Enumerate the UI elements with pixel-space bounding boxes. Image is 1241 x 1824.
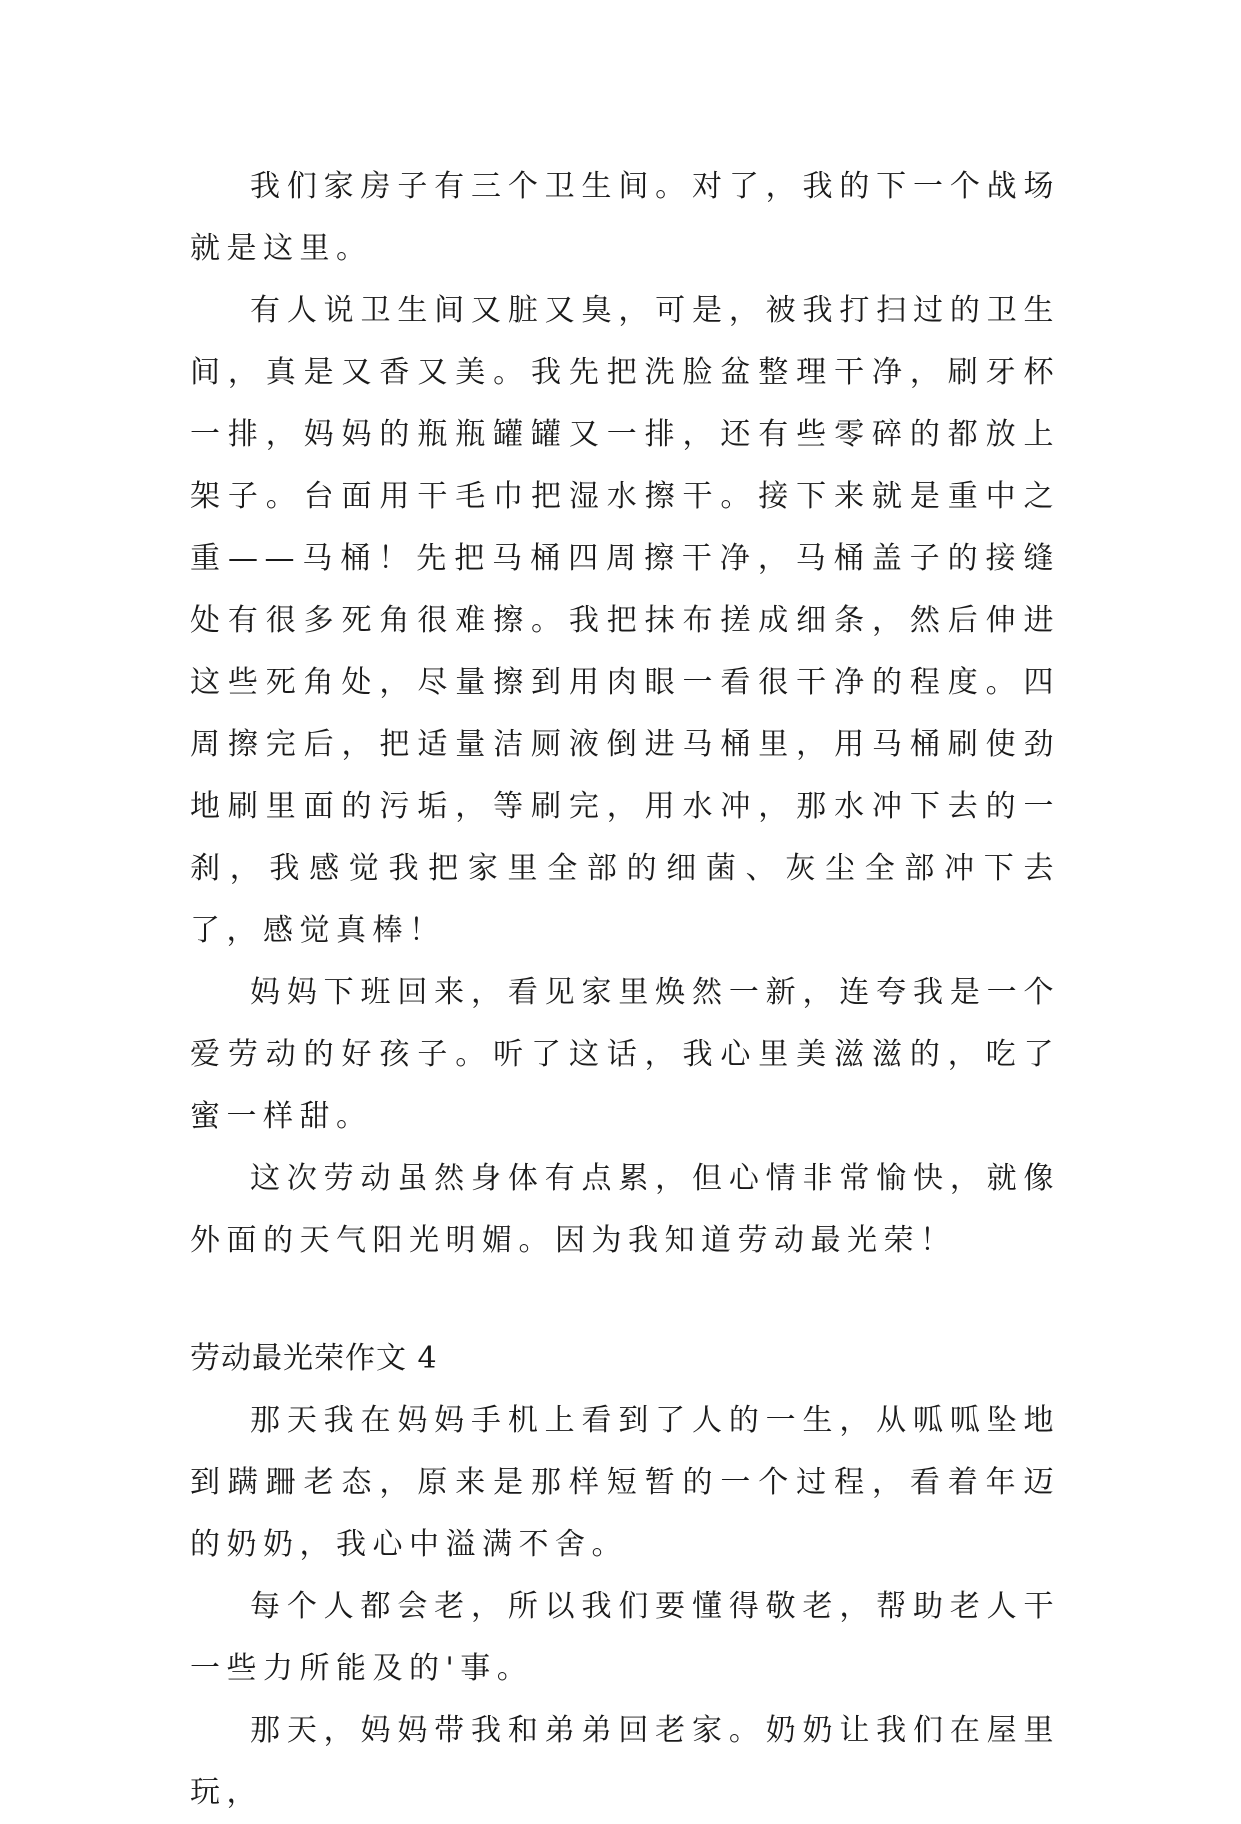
document-body xyxy=(190,156,1060,1824)
paragraph: 这次劳动虽然身体有点累，但心情非常愉快，就像外面的天气阳光明媚。因为我知道劳动最光荣！ xyxy=(190,1161,1060,1258)
section-title: 劳动最光荣作文 4 xyxy=(190,1341,438,1376)
paragraph: 有人说卫生间又脏又臭，可是，被我打扫过的卫生间，真是又香又美。我先把洗脸盆整理干净，刷牙杯一排，妈妈的瓶瓶罐罐又一排，还有些零碎的都放上架子。台面用干毛巾把湿水擦干。接下来就是重中之重——马桶！先把马桶四周擦干净，马桶盖子的接缝处有很多死角很难擦。我把抹布搓成细条，然后伸进这些死角处，尽量擦到用肉眼一看很干净的程度。四周擦完后，把适量洁厕液倒进马桶里，用马桶刷使劲地刷里面的污垢，等刷完，用水冲，那水冲下去的一刹，我感觉我把家里全部的细菌、灰尘全部冲下去了，感觉真棒！ xyxy=(190,293,1060,948)
paragraph: 那天，妈妈带我和弟弟回老家。奶奶让我们在屋里玩， xyxy=(190,1713,1060,1810)
paragraph: 我们家房子有三个卫生间。对了，我的下一个战场就是这里。 xyxy=(190,169,1060,266)
paragraph: 每个人都会老，所以我们要懂得敬老，帮助老人干一些力所能及的'事。 xyxy=(190,1589,1060,1686)
paragraph: 妈妈下班回来，看见家里焕然一新，连夸我是一个爱劳动的好孩子。听了这话，我心里美滋滋的，吃了蜜一样甜。 xyxy=(190,975,1060,1134)
paragraph: 那天我在妈妈手机上看到了人的一生，从呱呱坠地到蹒跚老态，原来是那样短暂的一个过程，看着年迈的奶奶，我心中溢满不舍。 xyxy=(190,1403,1060,1562)
